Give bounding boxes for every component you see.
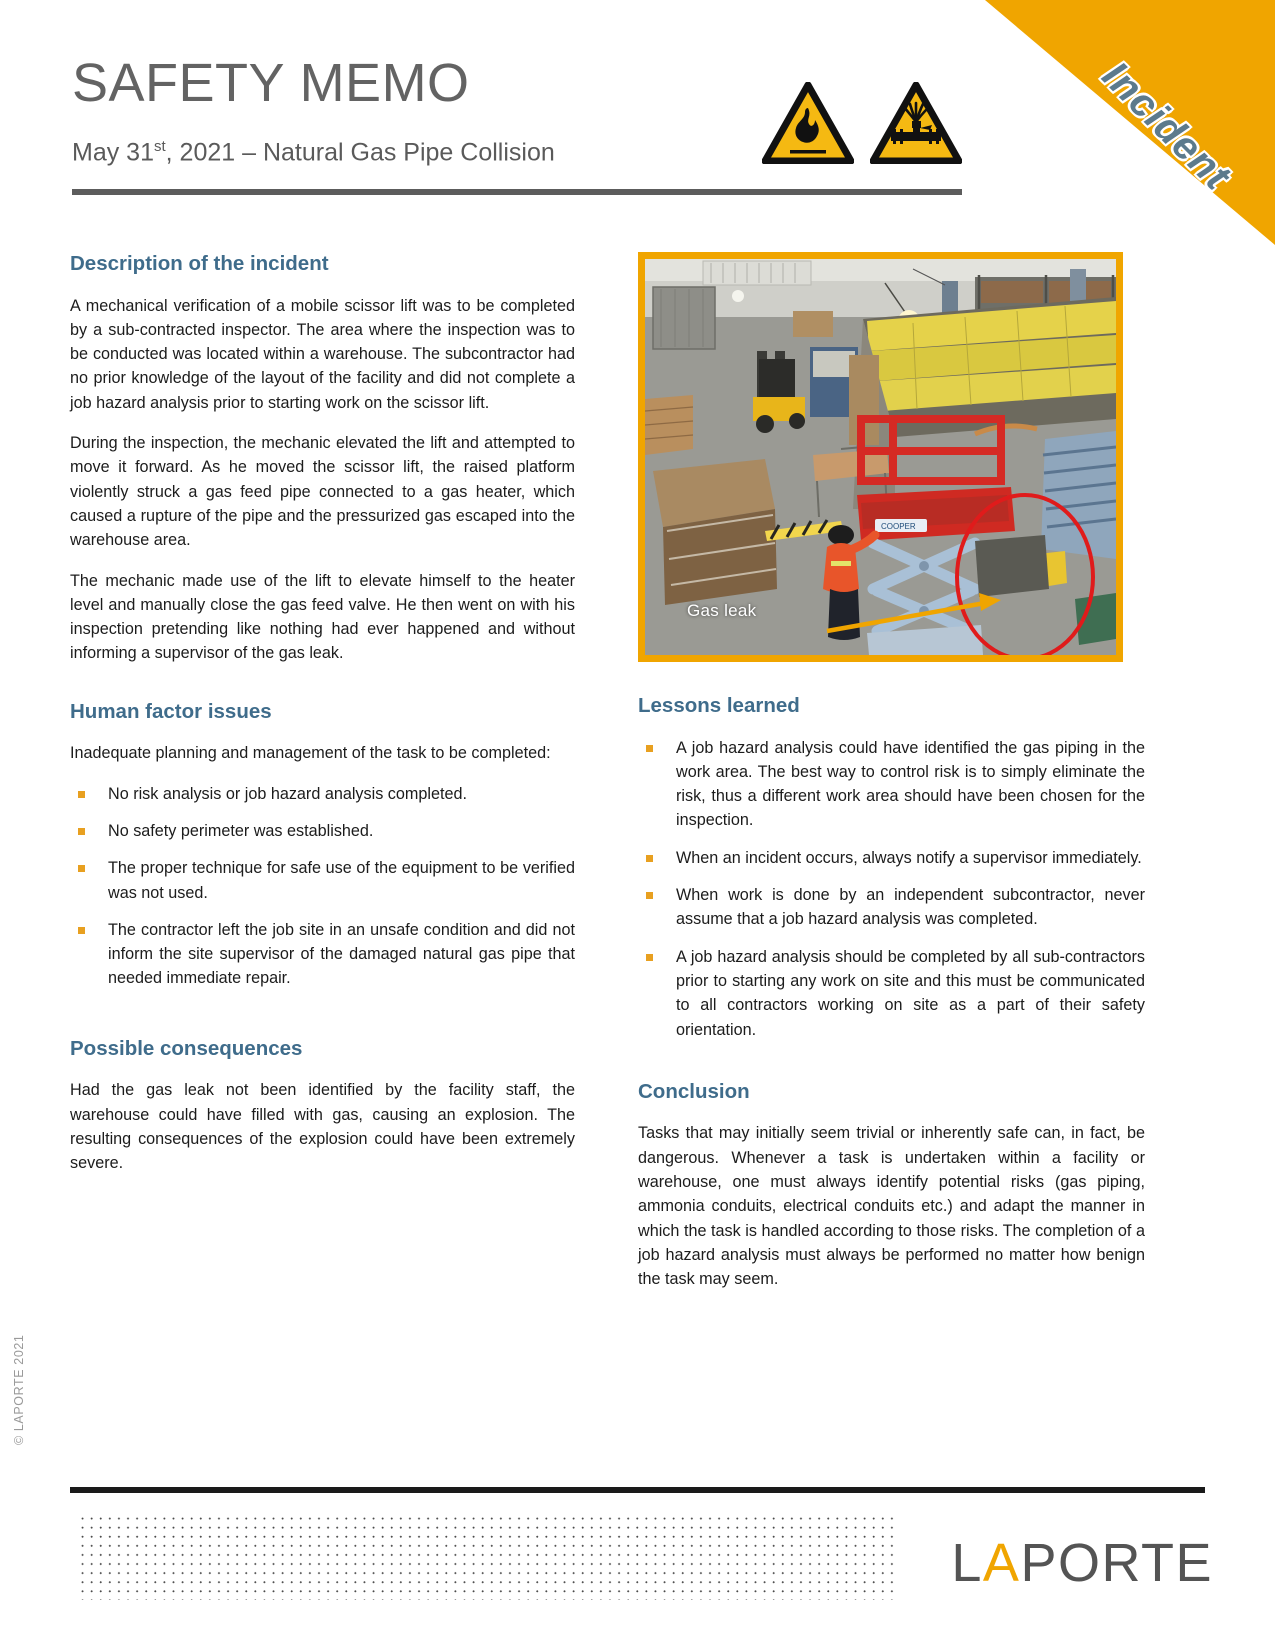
description-paragraph-2: During the inspection, the mechanic elevated the lift and attempted to move it forward. As he moved the scissor lift, the raised platform violently struck a gas feed pipe connected to a gas heater, which caused a rupture of the pipe and the pressurized gas escaped into the warehouse area. [70, 434, 575, 550]
gas-pipe-leak-hazard-icon [870, 82, 962, 164]
heading-description-of-the-incident: Description of the incident [70, 252, 329, 275]
header-divider [72, 189, 962, 195]
lessons-learned-list [638, 736, 1145, 1042]
logo-text-part1: L [951, 1533, 983, 1593]
conclusion-paragraph: Tasks that may initially seem trivial or inherently safe can, in fact, be dangerous. Whenever a task is undertaken within a facility or warehouse, one must always identify potential risks (gas piping, ammonia conduits, electrical conduits etc.) and adapt the manner in which the task is handled according to those risks. The completion of a job hazard analysis must always be performed no matter how benign the task may seem. [638, 1124, 1145, 1289]
incident-corner-banner [985, 0, 1275, 245]
list-item: When an incident occurs, always notify a supervisor immediately. [638, 846, 1145, 870]
laporte-logo [951, 1533, 1213, 1593]
list-item: When work is done by an independent subcontractor, never assume that a job hazard analysis was completed. [638, 883, 1145, 932]
subtitle-date-prefix: May 31 [72, 138, 154, 167]
flammable-hazard-icon [762, 82, 854, 164]
incident-photo-graphic [645, 259, 1116, 655]
consequences-paragraph: Had the gas leak not been identified by the facility staff, the warehouse could have filled with gas, causing an explosion. The resulting consequences of the explosion could have been extremely severe. [70, 1081, 575, 1173]
photo-caption-gas-leak: Gas leak [687, 601, 757, 620]
heading-conclusion: Conclusion [638, 1079, 750, 1103]
svg-text:COOPER: COOPER [881, 522, 916, 531]
left-column [70, 252, 575, 1176]
logo-accent-letter: A [982, 1533, 1021, 1593]
hazard-icon-group [762, 82, 962, 164]
heading-human-factor-issues: Human factor issues [70, 699, 272, 723]
human-factors-intro: Inadequate planning and management of the task to be completed: [70, 744, 551, 763]
logo-text-part2: PORTE [1020, 1533, 1213, 1593]
copyright-notice: © LAPORTE 2021 [12, 1334, 26, 1445]
subtitle-date-ordinal: st [153, 137, 166, 155]
footer-divider [70, 1487, 1205, 1493]
human-factors-list [70, 782, 575, 991]
footer-dot-pattern [78, 1514, 898, 1600]
page-title: SAFETY MEMO [72, 53, 470, 113]
right-column [638, 252, 1145, 1292]
corner-banner-label: Incident [1093, 53, 1239, 199]
heading-lessons-learned: Lessons learned [638, 694, 800, 717]
list-item: A job hazard analysis could have identified the gas piping in the work area. The best way to control risk is to simply eliminate the risk, thus a different work area should have been chosen for the inspection. [638, 736, 1145, 833]
list-item: No risk analysis or job hazard analysis completed. [70, 782, 575, 806]
heading-possible-consequences: Possible consequences [70, 1036, 303, 1060]
list-item: A job hazard analysis should be completed by all sub-contractors prior to starting any work on site and this must be communicated to all contractors working on site as a part of their safety orientation. [638, 945, 1145, 1042]
list-item: The proper technique for safe use of the equipment to be verified was not used. [70, 856, 575, 905]
description-paragraph-3: The mechanic made use of the lift to elevate himself to the heater level and manually close the gas feed valve. He then went on with his inspection pretending like nothing had ever happened and without informing a supervisor of the gas leak. [70, 571, 575, 663]
incident-photo [638, 252, 1123, 662]
list-item: The contractor left the job site in an unsafe condition and did not inform the site supervisor of the damaged natural gas pipe that needed immediate repair. [70, 918, 575, 991]
description-paragraph-1: A mechanical verification of a mobile scissor lift was to be completed by a sub-contracted inspector. The area where the inspection was to be conducted was located within a warehouse. The subcontractor had no prior knowledge of the layout of the facility and did not complete a job hazard analysis prior to starting work on the scissor lift. [70, 296, 575, 412]
subtitle-date-suffix: , 2021 – Natural Gas Pipe Collision [165, 138, 555, 167]
list-item: No safety perimeter was established. [70, 819, 575, 843]
